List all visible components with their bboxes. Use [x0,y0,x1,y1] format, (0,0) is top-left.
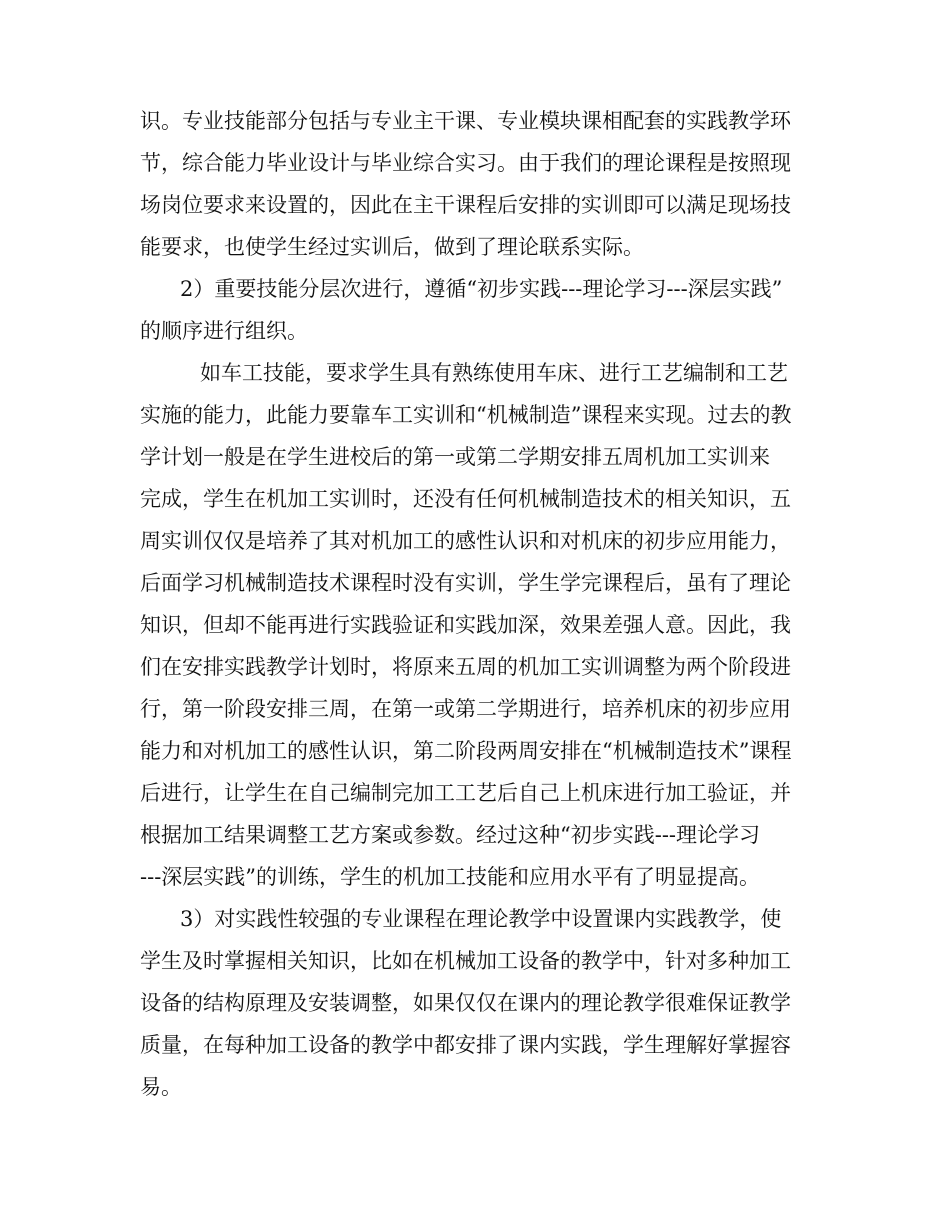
text-line: 们在安排实践教学计划时，将原来五周的机加工实训调整为两个阶段进 [140,655,791,679]
text-line: 完成，学生在机加工实训时，还没有任何机械制造技术的相关知识，五 [140,487,791,511]
paragraph-2 [140,268,815,352]
text-line: 识。专业技能部分包括与专业主干课、专业模块课相配套的实践教学环 [140,109,791,133]
text-line: 的顺序进行组织。 [140,319,308,343]
text-line: 节，综合能力毕业设计与毕业综合实习。由于我们的理论课程是按照现 [140,151,791,175]
text-line: 根据加工结果调整工艺方案或参数。经过这种“初步实践---理论学习 [140,823,761,847]
text-line: 2）重要技能分层次进行，遵循“初步实践---理论学习---深层实践” [180,277,783,301]
text-line: 后进行，让学生在自己编制完加工工艺后自己上机床进行加工验证，并 [140,781,791,805]
text-line: 3）对实践性较强的专业课程在理论教学中设置课内实践教学，使 [180,907,782,931]
text-line: 能力和对机加工的感性认识，第二阶段两周安排在“机械制造技术”课程 [140,739,792,763]
paragraph-1 [140,100,815,268]
text-line: 易。 [140,1075,182,1099]
text-line: 场岗位要求来设置的，因此在主干课程后安排的实训即可以满足现场技 [140,193,791,217]
text-line: ---深层实践”的训练，学生的机加工技能和应用水平有了明显提高。 [140,865,761,889]
text-line: 设备的结构原理及安装调整，如果仅仅在课内的理论教学很难保证教学 [140,991,791,1015]
document-body [140,100,815,1108]
text-line: 质量，在每种加工设备的教学中都安排了课内实践，学生理解好掌握容 [140,1033,791,1057]
text-line: 学计划一般是在学生进校后的第一或第二学期安排五周机加工实训来 [140,445,770,469]
text-line: 实施的能力，此能力要靠车工实训和“机械制造”课程来实现。过去的教 [140,403,792,427]
text-line: 行，第一阶段安排三周，在第一或第二学期进行，培养机床的初步应用 [140,697,791,721]
paragraph-3 [140,352,815,898]
paragraph-4 [140,898,815,1108]
text-line: 知识，但却不能再进行实践验证和实践加深，效果差强人意。因此，我 [140,613,791,637]
text-line: 如车工技能，要求学生具有熟练使用车床、进行工艺编制和工艺 [200,361,788,385]
text-line: 周实训仅仅是培养了其对机加工的感性认识和对机床的初步应用能力， [140,529,791,553]
text-line: 学生及时掌握相关知识，比如在机械加工设备的教学中，针对多种加工 [140,949,791,973]
text-line: 能要求，也使学生经过实训后，做到了理论联系实际。 [140,235,644,259]
text-line: 后面学习机械制造技术课程时没有实训，学生学完课程后，虽有了理论 [140,571,791,595]
